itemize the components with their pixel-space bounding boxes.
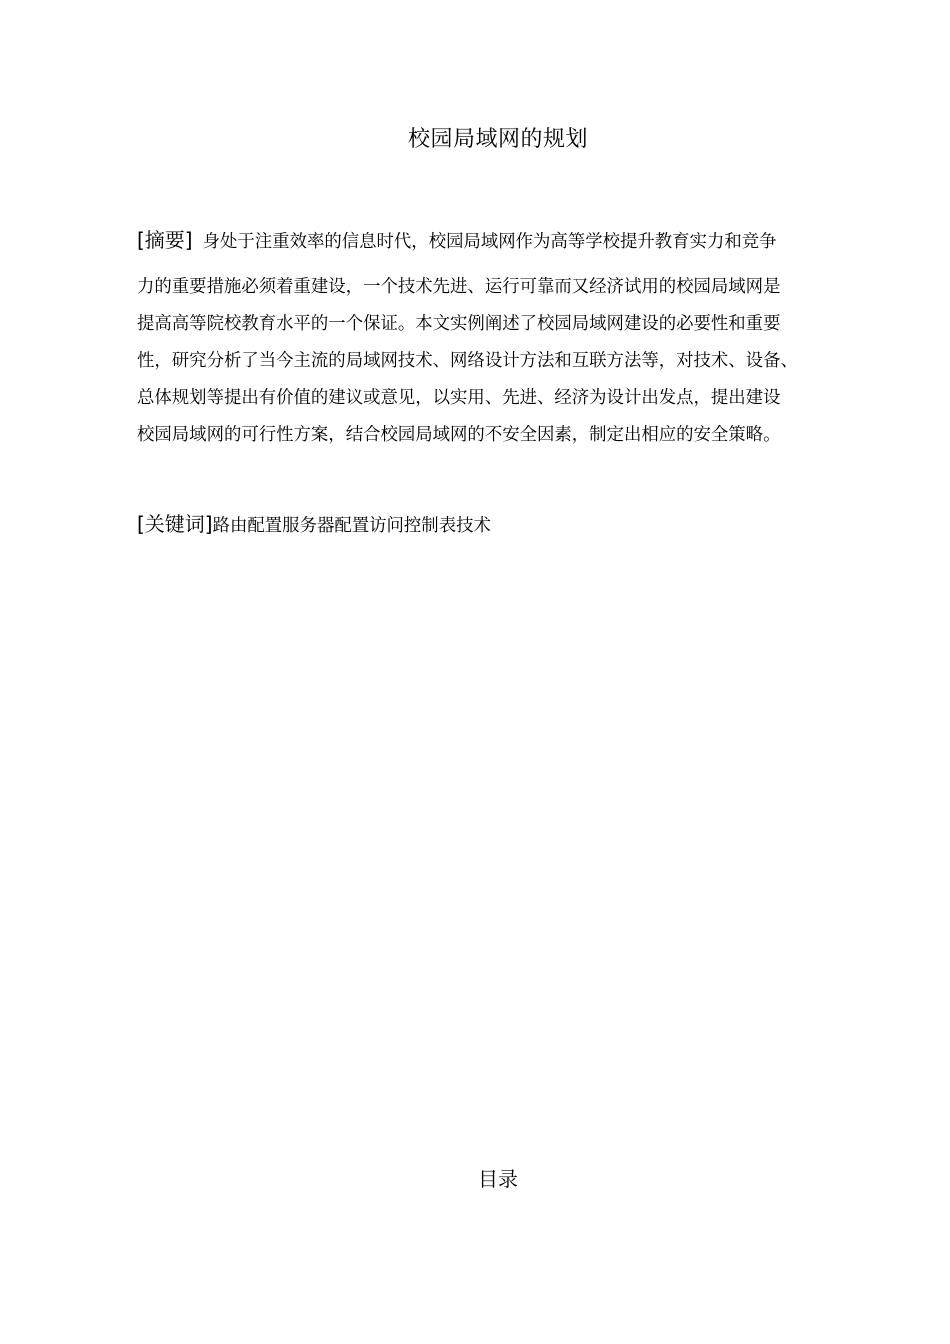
toc-heading: 目录 bbox=[478, 1167, 518, 1191]
abstract-line: 校园局域网的可行性方案，结合校园局域网的不安全因素，制定出相应的安全策略。 bbox=[137, 425, 781, 445]
abstract-line: 提高高等院校教育水平的一个保证。本文实例阐述了校园局域网建设的必要性和重要 bbox=[137, 314, 781, 334]
abstract-line bbox=[137, 222, 855, 261]
abstract-line: 总体规划等提出有价值的建议或意见，以实用、先进、经济为设计出发点，提出建设 bbox=[137, 388, 781, 408]
abstract-text: 身处于注重效率的信息时代，校园局域网作为高等学校提升教育实力和竞争 bbox=[202, 232, 777, 252]
abstract-line: 性，研究分析了当今主流的局域网技术、网络设计方法和互联方法等，对技术、设备、 bbox=[137, 351, 798, 371]
abstract-label: [摘要] bbox=[137, 228, 193, 252]
keywords-section bbox=[137, 506, 855, 545]
keywords-label: [关键词] bbox=[137, 512, 213, 536]
abstract-line: 力的重要措施必须着重建设，一个技术先进、运行可靠而又经济试用的校园局域网是 bbox=[137, 277, 781, 297]
keywords-text: 路由配置服务器配置访问控制表技术 bbox=[212, 516, 491, 536]
abstract-section bbox=[137, 222, 855, 454]
document-title: 校园局域网的规划 bbox=[407, 127, 588, 152]
